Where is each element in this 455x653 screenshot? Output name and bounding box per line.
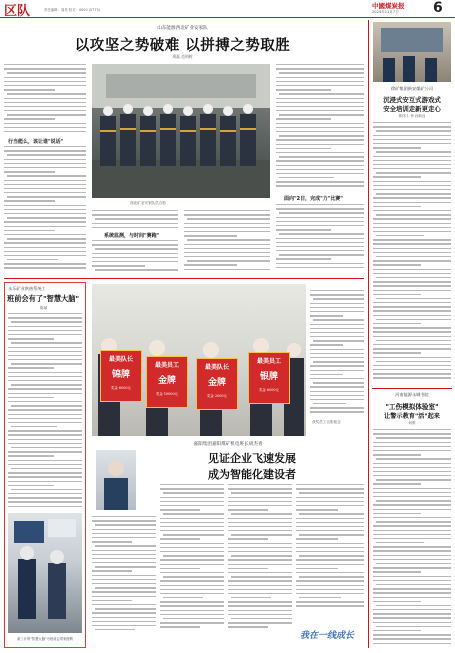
lead-byline: 周磊 范明辉 <box>172 54 193 59</box>
editor-line: 责任编辑：周昊 校对：0000 (0773) <box>44 8 100 12</box>
lead-body-col2 <box>92 210 178 230</box>
right-divider <box>372 388 452 389</box>
right-bottom-byline: 何维 <box>408 421 416 425</box>
right-column-divider <box>368 20 369 648</box>
right-bottom-headline-2: 让警示教育"活"起来 <box>384 413 440 420</box>
lead-body-col1 <box>4 64 86 136</box>
right-top-headline-1: 沉浸式安互式游戏式 <box>383 96 441 104</box>
right-top-tag: 徐矿集团新安煤矿公司 <box>391 86 433 91</box>
award-badge-3 <box>196 358 238 410</box>
worker-portrait-image <box>96 450 136 510</box>
growth-body-1 <box>92 516 156 636</box>
section-title: 区队 <box>4 4 31 19</box>
feature-tag: 永乐矿业供热系统工 <box>8 286 46 291</box>
lead-headline: 以攻坚之势破难 以拼搏之势取胜 <box>74 38 291 54</box>
lead-body-col2b <box>92 240 178 274</box>
award-badge-1-amount: 奖金 6000元 <box>111 386 131 390</box>
award-badge-1 <box>100 350 142 402</box>
feature-headline: 班前会有了"智慧大脑" <box>7 294 80 303</box>
growth-body-2 <box>160 484 224 636</box>
right-top-byline: 郭伟斗 李 孙新良 <box>398 114 426 118</box>
award-badge-2-title: 最美员工 <box>154 362 179 369</box>
lead-photo <box>92 64 270 198</box>
workers-screen-image <box>8 513 82 633</box>
lead-kicker: 山东能源西北矿业安家队 <box>157 26 208 31</box>
training-room-image <box>373 22 451 82</box>
award-badge-1-title: 最美队长 <box>108 356 133 363</box>
growth-tag: 嘉阳集团嘉阳煤矿机电班长胡杰青 <box>193 442 263 447</box>
feature-photo <box>8 513 82 633</box>
feature-photo-caption: 新工计的"智慧大脑"为班前会带来便利 <box>17 637 73 641</box>
award-badge-2 <box>146 356 188 408</box>
feature-body <box>8 313 82 511</box>
issue-date: 2024年11月7日 <box>372 10 399 14</box>
award-badge-4-amount: 奖金 6000元 <box>259 388 279 392</box>
masthead <box>0 0 455 18</box>
right-bottom-tag: 河南能源永城书院 <box>395 392 429 397</box>
growth-headline-1: 见证企业飞速发展 <box>208 452 296 465</box>
award-badge-3-title: 最美队长 <box>204 364 229 371</box>
page-number: 6 <box>433 0 443 16</box>
award-badge-2-amount: 奖金 10000元 <box>155 392 179 396</box>
award-badge-2-sub: 金牌 <box>157 376 176 386</box>
award-badge-3-sub: 金牌 <box>207 378 226 388</box>
miners-group-image <box>92 64 270 198</box>
lead-subhead-2: 系统监测，与时间"赛跑" <box>104 233 160 239</box>
right-top-body <box>373 122 451 384</box>
growth-footer-banner: 我在一线成长 <box>300 631 355 641</box>
growth-body-4 <box>296 484 364 614</box>
divider-lead <box>4 278 364 279</box>
growth-photo <box>96 450 136 510</box>
lead-subhead-1: 行当能么，该让谁"说话" <box>8 139 64 145</box>
lead-body-col4 <box>276 64 364 192</box>
feature-byline: 陈斌 <box>40 306 48 310</box>
lead-subhead-3: 面向"2日，完成"力"比赛" <box>284 196 343 202</box>
right-bottom-headline-1: "工伤模拟体验室" <box>385 403 439 411</box>
award-side-text <box>310 290 364 416</box>
award-badge-4-sub: 银牌 <box>259 372 278 382</box>
award-badge-3-amount: 奖金 2000元 <box>207 394 227 398</box>
award-badge-1-sub: 锦牌 <box>111 370 130 380</box>
right-bottom-body <box>373 429 451 647</box>
lead-body-col4b <box>276 204 364 274</box>
growth-headline-2: 成为智能化建设者 <box>208 468 296 481</box>
award-badge-4-title: 最美员工 <box>256 358 281 365</box>
right-top-headline-2: 安全培训走新更走心 <box>383 105 441 113</box>
lead-photo-caption: 西北矿业安家队员合影 <box>130 201 166 205</box>
lead-body-col1b <box>4 146 86 274</box>
paper-name: 中國煤炭报 <box>372 2 405 10</box>
right-top-photo <box>373 22 451 82</box>
award-badge-4 <box>248 352 290 404</box>
growth-body-3 <box>228 484 292 636</box>
award-caption: 获奖员工合影留念 <box>312 420 341 424</box>
lead-body-col3 <box>184 210 270 274</box>
